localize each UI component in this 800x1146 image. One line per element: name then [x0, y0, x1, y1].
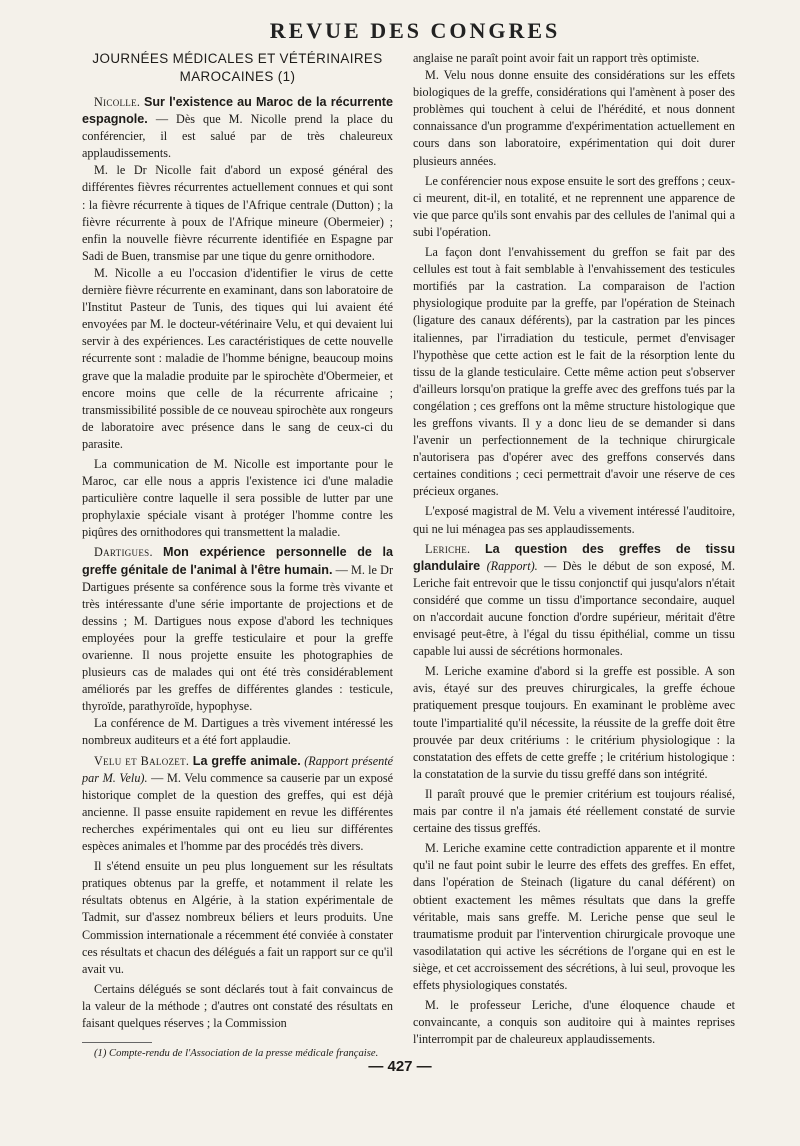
- footnote-rule: [82, 1042, 152, 1043]
- page-number: — 427 —: [368, 1058, 432, 1075]
- paragraph: Le conférencier nous expose ensuite le sort des greffons ; ceux-ci meurent, dit-il, en totalité, et ne reprennent une apparence de vie que parce qu'ils sont envahis par des cellules de l'animal qui a subi l'opération.: [413, 173, 735, 239]
- section-title: [82, 50, 393, 86]
- subtitle-leriche: (Rapport).: [486, 558, 538, 573]
- author-leriche: Leriche.: [425, 541, 471, 556]
- section-title-line1: JOURNÉES MÉDICALES ET VÉTÉRINAIRES: [92, 51, 383, 66]
- left-column: [82, 48, 393, 1061]
- paragraph-leriche-intro: [413, 541, 735, 661]
- paragraph: M. Leriche examine cette contradiction apparente et il montre qu'il ne faut point subir le leurre des effets des greffes. En effet, dans l'opération de Steinach (ligature du canal déférent) on obtient exactement les mêmes résultats que dans la greffe véritable, mais sans greffe. M. Leriche pense que seul le traumatisme produit par l'intervention chirurgicale provoque une vasodilatation qui active les sécrétions de l'organe qui en est le siège, et cet accroissement des sécrétions, à lui seul, provoque les effets physiologiques constatés.: [413, 841, 735, 992]
- text-nicolle-intro: — Dès que M. Nicolle prend la place du conférencier, il est salué par de très chaleureux applaudissements.: [82, 112, 393, 161]
- paragraph: M. le professeur Leriche, d'une éloquence chaude et convaincante, a conquis son auditoire qui à maintes reprises l'interrompit par de chaleureux applaudissements.: [413, 998, 735, 1047]
- title-velu: La greffe animale.: [192, 753, 301, 768]
- paragraph: M. Nicolle a eu l'occasion d'identifier le virus de cette dernière fièvre récurrente en examinant, dans son laboratoire de l'Institut Pasteur de Tunis, des tiques qui lui avaient été envoyées par M. le docteur-vétérinaire Velu, et qui devaient lui servir à des expériences. Les caractéristiques de cette nouvelle récurrente sont : maladie de l'homme bénigne, beaucoup moins grave que la maladie produite par le spirochète d'Obermeier, et encore moins que celle de la récurrente africaine ; transmissibilité possible de ce nouveau spirochète aux rongeurs de laboratoire avec présence dans le sang de ceux-ci du parasite.: [82, 265, 393, 451]
- author-velu-balozet: Velu et Balozet.: [94, 753, 190, 768]
- paragraph: La conférence de M. Dartigues a très vivement intéressé les nombreux auditeurs et a été fort applaudie.: [82, 716, 393, 748]
- title-leriche: La question des greffes de tissu glandulaire: [413, 541, 736, 573]
- paragraph: M. Velu nous donne ensuite des considérations sur les effets biologiques de la greffe, considérations qui l'amènent à poser des problèmes qui touchent à celui de l'hérédité, et nous donnent connaissance d'un programme d'expérimentation actuellement en cours dans son laboratoire, expérimentation qui doit durer plusieurs années.: [413, 68, 735, 168]
- text-velu-intro: — M. Velu commence sa causerie par un exposé historique complet de la question des greffes, qui est déjà ancienne. Il passe ensuite rapidement en revue les différentes recherches expérimentales qui ont eu lieu sur différentes espèces animales et l'homme par des procédés très divers.: [82, 770, 394, 854]
- paragraph: Certains délégués se sont déclarés tout à fait convaincus de la valeur de la méthode ; d'autres ont constaté des résultats en faisant quelques réserves ; la Commission: [82, 981, 393, 1030]
- author-dartigues: Dartigues.: [94, 545, 153, 560]
- text-dartigues-intro: — M. le Dr Dartigues présente sa conférence sous la forme très vivante et très intéressante d'une série importante de projections et de dessins ; M. Dartigues nous expose d'abord les techniques employées pour la greffe testiculaire et pour la greffe ovarienne. Il nous projette ensuite les photographies de plusieurs cas de malades qui ont été très considérablement améliorés par les greffes de différentes glandes : testicule, thyroïde, parathyroïde, hypophyse.: [82, 562, 393, 714]
- footnote: (1) Compte-rendu de l'Association de la presse médicale française.: [94, 1048, 379, 1060]
- title-dartigues: Mon expérience personnelle de la greffe génitale de l'animal à l'être humain.: [82, 545, 394, 577]
- paragraph-dartigues-intro: [82, 544, 393, 715]
- paragraph: Il paraît prouvé que le premier critérium est toujours réalisé, mais par contre il n'a jamais été réellement constaté de survie certaine des tissus greffés.: [413, 786, 735, 836]
- paragraph: M. le Dr Nicolle fait d'abord un exposé général des différentes fièvres récurrentes actuellement connues et qui sont : la fièvre récurrente à tiques de l'Afrique centrale (Dutton) ; la fièvre récurrente à poux de l'Afrique mineure (Obermeier) ; enfin la nouvelle fièvre récurrente identifiée en Espagne par Sadi de Buen, transmise par une tique du genre ornithodore.: [82, 163, 393, 263]
- paragraph-continued: anglaise ne paraît point avoir fait un rapport très optimiste.: [413, 51, 700, 65]
- paragraph: La façon dont l'envahissement du greffon se fait par des cellules est tout à fait semblable à l'envahissement des testicules mortifiés par la castration. La comparaison de l'action physiologique produite par la greffe, par l'opération de Steinach (ligature des canaux déférents), par la castration par les pinces italiennes, par l'irradiation du testicule, permet d'envisager l'hypothèse que cette action est le fait de la résorption lente du tissu de la glande testiculaire. Cette même action peut s'observer d'ailleurs lorsqu'on pratique la greffe avec des greffons tués par la congélation ; ces greffons ont la même structure histologique que les greffons vivants. Il y a donc lieu de se demander si dans l'avenir un perfectionnement de la technique chirurgicale n'autorisera pas d'opérer avec des greffons conservés dans certaines conditions ; ceci permettrait d'avoir une réserve de ces précieux organes.: [413, 245, 735, 499]
- right-column: [413, 50, 735, 1048]
- running-head: REVUE DES CONGRES: [269, 18, 561, 43]
- paragraph-nicolle-intro: [82, 94, 393, 162]
- paragraph: La communication de M. Nicolle est importante pour le Maroc, car elle nous a appris l'existence ici d'une maladie particulière contre laquelle il sera possible de lutter par une prophylaxie spéciale visant à protéger l'homme contre les piqûres des ornithodores qui transmettent la maladie.: [82, 456, 393, 540]
- author-nicolle: Nicolle.: [94, 95, 141, 109]
- title-nicolle: Sur l'existence au Maroc de la récurrente espagnole.: [82, 95, 394, 127]
- subtitle-velu: (Rapport présenté par M. Velu).: [82, 753, 394, 785]
- paragraph: M. Leriche examine d'abord si la greffe est possible. A son avis, étayé sur des preuves chirurgicales, la greffe échoue pratiquement presque toujours. En examinant le problème avec toute l'impartialité qu'il nécessite, la réussite de la greffe doit être prouvée par deux critériums : le critérium physiologique : la constatation des effets de cette greffe ; le critérium histologique : la constatation de la survie du tissu greffé dans son intégrité.: [413, 664, 735, 781]
- paragraph-velu-intro: [82, 753, 393, 856]
- section-title-line2: MAROCAINES (1): [179, 69, 296, 84]
- paragraph: Il s'étend ensuite un peu plus longuement sur les résultats pratiques obtenus par la greffe, et notamment il relate les résultats obtenus en Algérie, à la station expérimentale de Tadmit, sur d'assez nombreux béliers et leurs produits. Une Commission internationale a récemment été conviée à constater ces résultats et chacun des délégués a fait un rapport sur ce qu'il avait vu.: [82, 859, 394, 976]
- paragraph: L'exposé magistral de M. Velu a vivement intéressé l'auditoire, qui ne lui ménagea pas ses applaudissements.: [413, 504, 735, 536]
- text-leriche-intro: — Dès le début de son exposé, M. Leriche fait entrevoir que le tissu conjonctif qui jusqu'alors n'était considéré que comme un tissu d'importance secondaire, auquel on n'accordait aucune fonction d'ordre supérieur, méritait d'être envisagé peut-être, à l'égal du tissu épithélial, comme un tissu capable lui aussi de sécrétions hormonales.: [413, 558, 735, 659]
